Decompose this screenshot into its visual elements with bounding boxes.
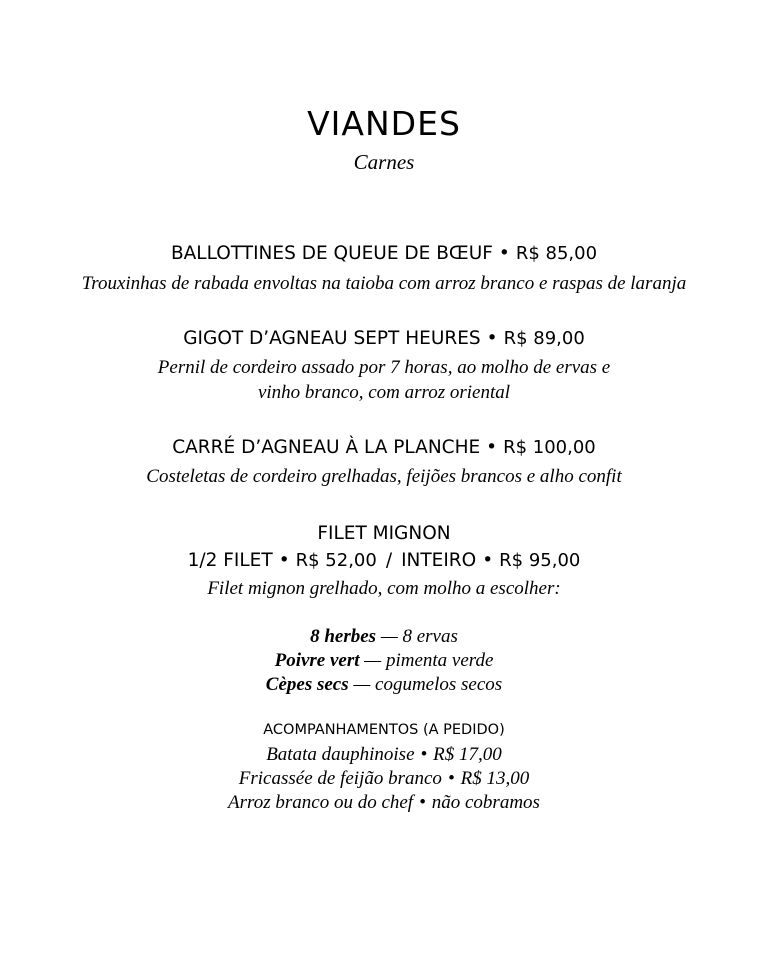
sauce-option: [0, 674, 768, 696]
dish-price: R$ 89,00: [503, 328, 585, 349]
dish-price: R$ 85,00: [515, 243, 598, 264]
dash-separator: —: [353, 674, 371, 695]
filet-whole-label: INTEIRO: [401, 550, 477, 571]
bullet-separator: •: [498, 243, 510, 264]
filet-half-price: R$ 52,00: [295, 550, 377, 571]
dash-separator: —: [380, 626, 398, 647]
dish-name: CARRÉ D’AGNEAU À LA PLANCHE: [172, 437, 481, 458]
accompaniment-name: Fricassée de feijão branco: [238, 768, 442, 789]
filet-name: FILET MIGNON: [317, 523, 451, 544]
accompaniments-title: ACOMPANHAMENTOS (A PEDIDO): [263, 722, 505, 738]
dish-price: R$ 100,00: [503, 437, 596, 458]
dish-name-line: [0, 328, 768, 349]
dish-name: GIGOT D’AGNEAU SEPT HEURES: [183, 328, 481, 349]
dish-name-line: [0, 437, 768, 458]
filet-price-line: [0, 550, 768, 571]
accompaniment-price: não cobramos: [431, 792, 540, 813]
sauce-translation: cogumelos secos: [375, 674, 503, 695]
accompaniment-price: R$ 17,00: [433, 744, 502, 765]
price-slash: /: [385, 550, 393, 571]
bullet-separator: •: [486, 328, 498, 349]
filet-half-label: 1/2 FILET: [187, 550, 273, 571]
accompaniment-item: [0, 792, 768, 814]
dish-description: Costeletas de cordeiro grelhadas, feijões brancos e alho confit: [146, 466, 622, 487]
filet-description: Filet mignon grelhado, com molho a escolher:: [207, 578, 561, 599]
bullet-separator: •: [486, 437, 498, 458]
dash-separator: —: [364, 650, 382, 671]
accompaniment-name: Batata dauphinoise: [266, 744, 415, 765]
bullet-separator: •: [447, 768, 455, 789]
dish-description: Trouxinhas de rabada envoltas na taioba com arroz branco e raspas de laranja: [81, 273, 687, 294]
accompaniment-item: [0, 744, 768, 766]
section-title: VIANDES: [307, 104, 461, 143]
bullet-separator: •: [419, 792, 426, 813]
sauce-name: 8 herbes: [310, 626, 377, 647]
sauce-option: [0, 650, 768, 672]
bullet-separator: •: [420, 744, 428, 765]
accompaniment-name: Arroz branco ou do chef: [228, 792, 414, 813]
accompaniment-price: R$ 13,00: [460, 768, 530, 789]
dish-description: vinho branco, com arroz oriental: [257, 382, 511, 403]
bullet-separator: •: [482, 550, 494, 571]
sauce-translation: pimenta verde: [385, 650, 494, 671]
dish-name-line: [0, 243, 768, 264]
filet-whole-price: R$ 95,00: [499, 550, 581, 571]
sauce-translation: 8 ervas: [402, 626, 458, 647]
sauce-name: Poivre vert: [274, 650, 360, 671]
bullet-separator: •: [278, 550, 290, 571]
dish-name: BALLOTTINES DE QUEUE DE BŒUF: [170, 243, 493, 264]
sauce-option: [0, 626, 768, 648]
sauce-name: Cèpes secs: [265, 674, 349, 695]
dish-description: Pernil de cordeiro assado por 7 horas, ao molho de ervas e: [157, 357, 611, 378]
section-subtitle: Carnes: [353, 150, 415, 174]
accompaniment-item: [0, 768, 768, 790]
